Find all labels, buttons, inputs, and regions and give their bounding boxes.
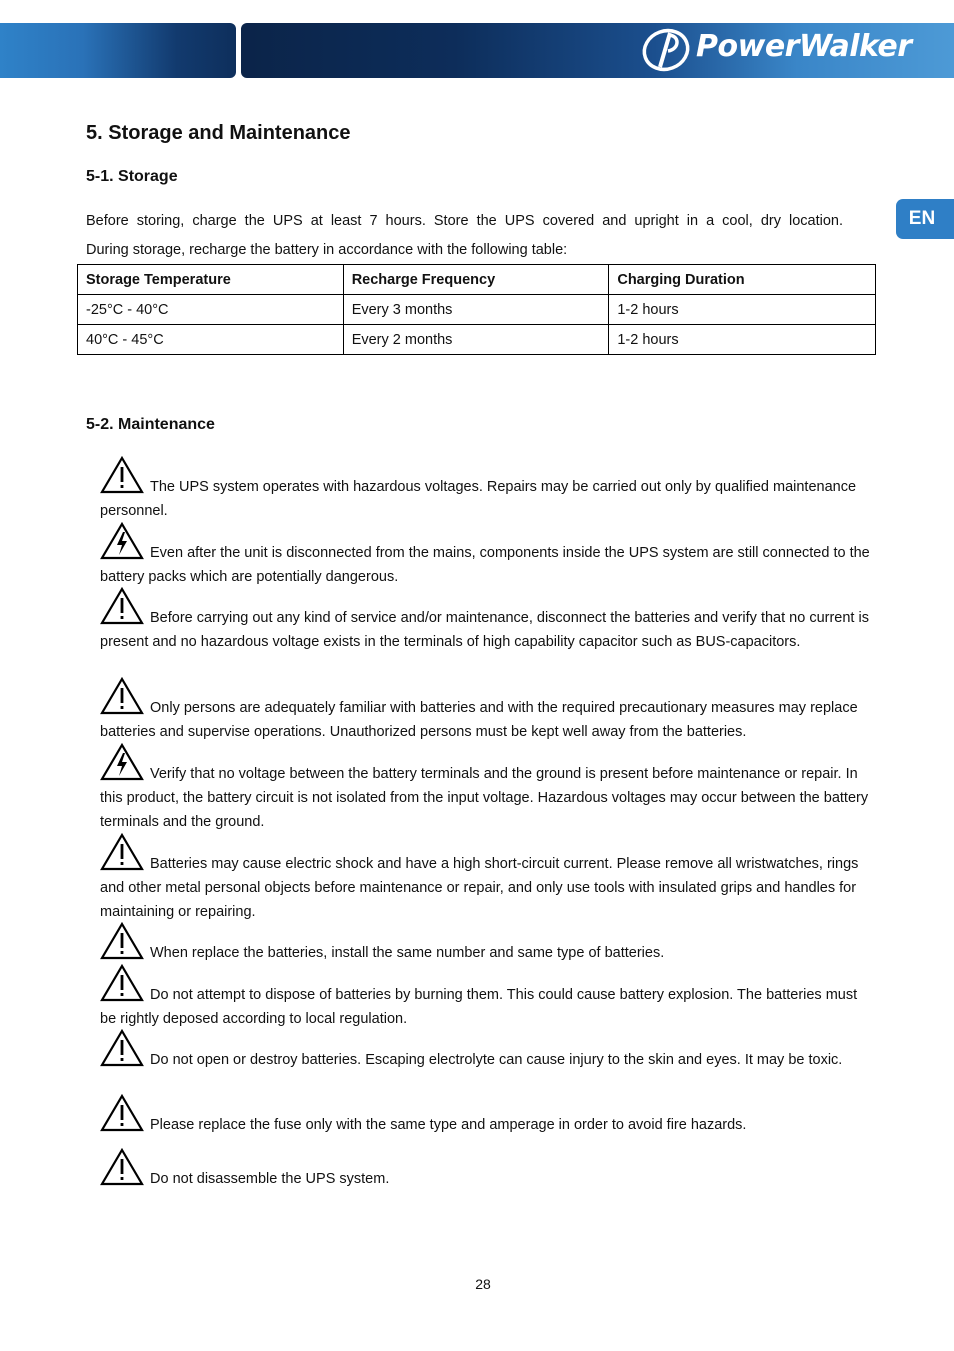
page-number: 28 [475,1276,491,1292]
exclamation-warning-icon [100,456,144,494]
storage-intro-line1: Before storing, charge the UPS at least 7 hours. Store the UPS covered and upright in a cool, dry location. [86,213,843,229]
warning-text: Do not attempt to dispose of batteries by burning them. This could cause battery explosion. The batteries must be rightly deposed according to local regulation. [100,987,858,1027]
warning-item [100,1094,875,1137]
warning-text: The UPS system operates with hazardous voltages. Repairs may be carried out only by qualified maintenance personnel. [100,479,857,519]
table-header-row [78,265,876,295]
exclamation-warning-icon [100,964,144,1002]
warning-item [100,922,875,965]
warning-text: Even after the unit is disconnected from the mains, components inside the UPS system are still connected to the battery packs which are potentially dangerous. [100,545,870,585]
language-tab-en[interactable]: EN [896,199,954,239]
warning-item [100,677,875,744]
column-header: Storage Temperature [78,265,344,295]
table-cell: 40°C - 45°C [78,325,344,355]
warning-item [100,964,875,1031]
exclamation-warning-icon [100,677,144,715]
warning-item [100,587,875,654]
warning-text: Only persons are adequately familiar with batteries and with the required precautionary measures may replace batteries and supervise operations. Unauthorized persons must be kept well away from the batteries. [100,700,858,740]
column-header: Recharge Frequency [343,265,609,295]
table-cell: Every 2 months [343,325,609,355]
powerwalker-logo [640,27,945,73]
warning-text: When replace the batteries, install the same number and same type of batteries. [150,945,665,961]
column-header: Charging Duration [609,265,876,295]
storage-heading: 5-1. Storage [86,168,178,185]
warning-text: Verify that no voltage between the battery terminals and the ground is present before maintenance or repair. In this product, the battery circuit is not isolated from the input voltage. Hazardous voltages may occur between the battery terminals and the ground. [100,766,869,830]
electric-shock-warning-icon [100,522,144,560]
banner-left-segment [0,23,236,78]
electric-shock-warning-icon [100,743,144,781]
warning-text: Batteries may cause electric shock and have a high short-circuit current. Please remove all wristwatches, rings and other metal personal objects before maintenance or repair, and only use tools with insulated grips and handles for maintaining or repairing. [100,856,859,920]
warning-item [100,522,875,589]
exclamation-warning-icon [100,587,144,625]
warning-text: Please replace the fuse only with the same type and amperage in order to avoid fire hazards. [150,1117,747,1133]
brand-name: PowerWalker [696,29,912,64]
storage-intro-line2: During storage, recharge the battery in accordance with the following table: [86,242,568,258]
header-banner [0,23,954,78]
exclamation-warning-icon [100,922,144,960]
warning-item [100,743,875,834]
powerwalker-logo-icon [640,27,696,73]
table-row [78,325,876,355]
section-title: 5. Storage and Maintenance [86,122,351,144]
table-cell: 1-2 hours [609,325,876,355]
table-row [78,295,876,325]
warning-text: Before carrying out any kind of service and/or maintenance, disconnect the batteries and verify that no current is present and no hazardous voltage exists in the terminals of high capability capacitor such as BUS-capacitors. [100,610,869,650]
table-cell: 1-2 hours [609,295,876,325]
warning-item [100,456,875,523]
exclamation-warning-icon [100,1148,144,1186]
warning-text: Do not open or destroy batteries. Escaping electrolyte can cause injury to the skin and eyes. It may be toxic. [150,1052,843,1068]
warning-item [100,1148,875,1191]
exclamation-warning-icon [100,1029,144,1067]
warning-text: Do not disassemble the UPS system. [150,1171,390,1187]
table-cell: Every 3 months [343,295,609,325]
storage-table [77,264,876,355]
maintenance-heading: 5-2. Maintenance [86,416,215,433]
exclamation-warning-icon [100,1094,144,1132]
table-cell: -25°C - 40°C [78,295,344,325]
exclamation-warning-icon [100,833,144,871]
warning-item [100,833,875,924]
warning-item [100,1029,875,1072]
